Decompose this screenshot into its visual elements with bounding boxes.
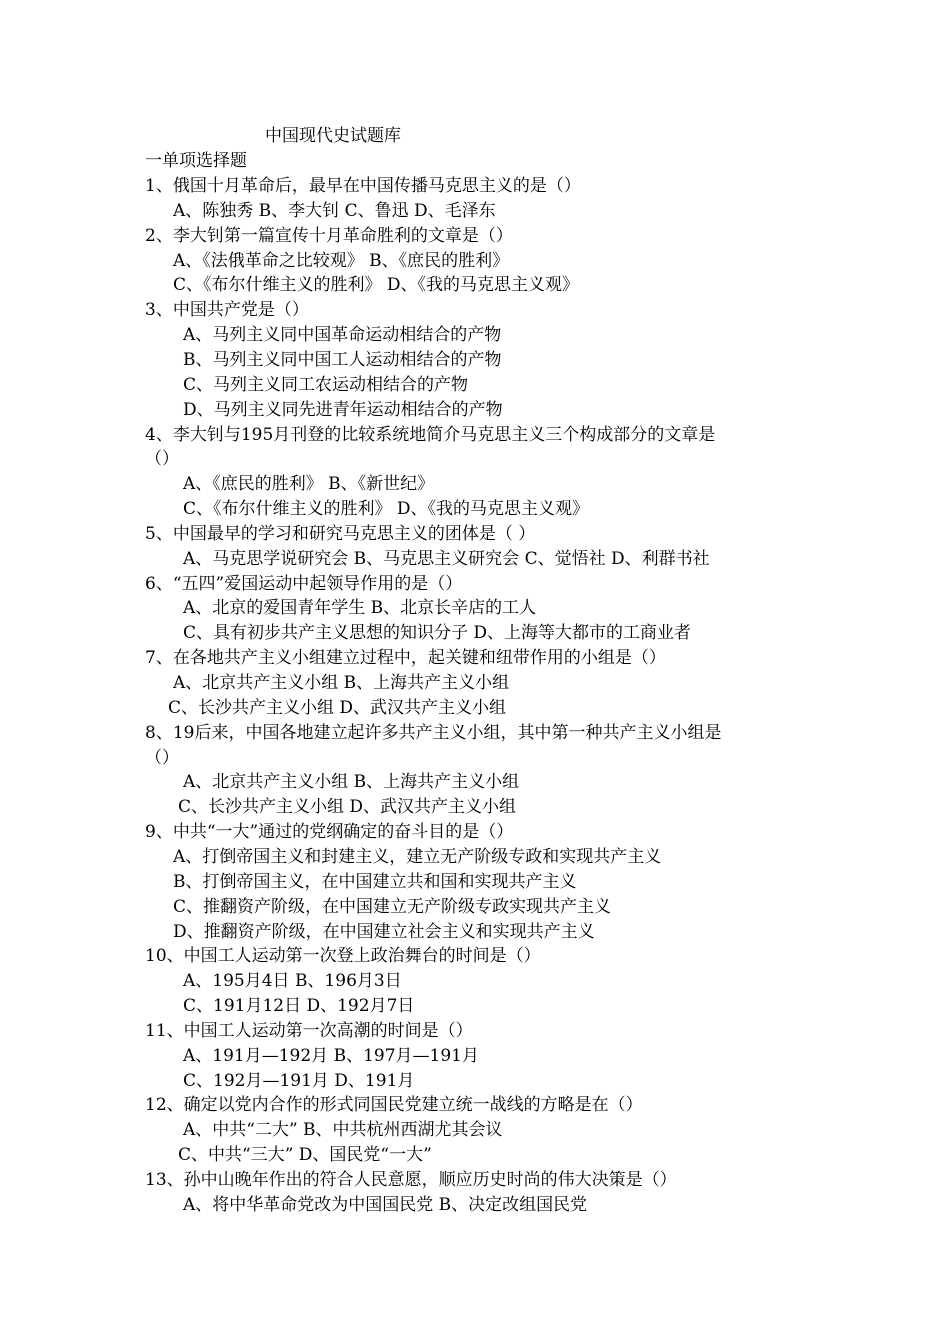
option-line: C、192月—191月 D、191月	[183, 1071, 415, 1091]
option-line: C、具有初步共产主义思想的知识分子 D、上海等大都市的工商业者	[183, 623, 692, 643]
question-line: 4、李大钊与195月刊登的比较系统地简介马克思主义三个构成部分的文章是	[145, 425, 716, 445]
question-line: 1、俄国十月革命后，最早在中国传播马克思主义的是（）	[145, 176, 581, 196]
question-line: 6、“五四”爱国运动中起领导作用的是（）	[145, 574, 463, 594]
option-line: C、《布尔什维主义的胜利》 D、《我的马克思主义观》	[173, 275, 580, 295]
option-line: A、中共“二大” B、中共杭州西湖尤其会议	[183, 1120, 503, 1140]
option-line: A、将中华革命党改为中国国民党 B、决定改组国民党	[183, 1195, 588, 1215]
option-line: A、马克思学说研究会 B、马克思主义研究会 C、觉悟社 D、利群书社	[183, 549, 710, 569]
option-line: A、195月4日 B、196月3日	[183, 971, 402, 991]
option-line: A、北京共产主义小组 B、上海共产主义小组	[183, 772, 520, 792]
question-line: 11、中国工人运动第一次高潮的时间是（）	[145, 1021, 473, 1041]
option-line: A、北京共产主义小组 B、上海共产主义小组	[173, 673, 510, 693]
option-line: A、《法俄革命之比较观》 B、《庶民的胜利》	[173, 251, 510, 271]
option-line: A、北京的爱国青年学生 B、北京长辛店的工人	[183, 598, 537, 618]
option-line: C、《布尔什维主义的胜利》 D、《我的马克思主义观》	[183, 499, 590, 519]
option-line: A、191月—192月 B、197月—191月	[183, 1046, 479, 1066]
option-line: D、马列主义同先进青年运动相结合的产物	[183, 400, 503, 420]
question-line: 2、李大钊第一篇宣传十月革命胜利的文章是（）	[145, 226, 513, 246]
option-line: B、马列主义同中国工人运动相结合的产物	[183, 350, 502, 370]
option-line: B、打倒帝国主义，在中国建立共和国和实现共产主义	[173, 872, 577, 892]
option-line: A、打倒帝国主义和封建主义，建立无产阶级专政和实现共产主义	[173, 847, 662, 867]
option-line: C、191月12日 D、192月7日	[183, 996, 415, 1016]
option-line: D、推翻资产阶级，在中国建立社会主义和实现共产主义	[173, 922, 595, 942]
option-line: C、长沙共产主义小组 D、武汉共产主义小组	[168, 698, 507, 718]
option-line: A、马列主义同中国革命运动相结合的产物	[183, 325, 502, 345]
question-line: 8、19后来，中国各地建立起许多共产主义小组，其中第一种共产主义小组是	[145, 723, 722, 743]
question-line: 10、中国工人运动第一次登上政治舞台的时间是（）	[145, 946, 541, 966]
question-line: 3、中国共产党是（）	[145, 300, 309, 320]
question-line: 7、在各地共产主义小组建立过程中，起关键和纽带作用的小组是（）	[145, 648, 666, 668]
question-line: 13、孙中山晚年作出的符合人民意愿，顺应历史时尚的伟大决策是（）	[145, 1170, 677, 1190]
question-line: （）	[145, 449, 179, 469]
option-line: C、中共“三大” D、国民党“一大”	[178, 1145, 432, 1165]
question-line: 12、确定以党内合作的形式同国民党建立统一战线的方略是在（）	[145, 1095, 643, 1115]
option-line: A、《庶民的胜利》 B、《新世纪》	[183, 474, 435, 494]
section-heading: 一单项选择题	[145, 151, 247, 171]
option-line: A、陈独秀 B、李大钊 C、鲁迅 D、毛泽东	[173, 201, 496, 221]
page-title: 中国现代史试题库	[265, 126, 401, 146]
question-line: 5、中国最早的学习和研究马克思主义的团体是（ ）	[145, 524, 536, 544]
option-line: C、马列主义同工农运动相结合的产物	[183, 375, 469, 395]
question-line: （）	[145, 748, 179, 768]
option-line: C、推翻资产阶级，在中国建立无产阶级专政实现共产主义	[173, 897, 612, 917]
question-line: 9、中共“一大”通过的党纲确定的奋斗目的是（）	[145, 822, 514, 842]
option-line: C、长沙共产主义小组 D、武汉共产主义小组	[178, 797, 517, 817]
